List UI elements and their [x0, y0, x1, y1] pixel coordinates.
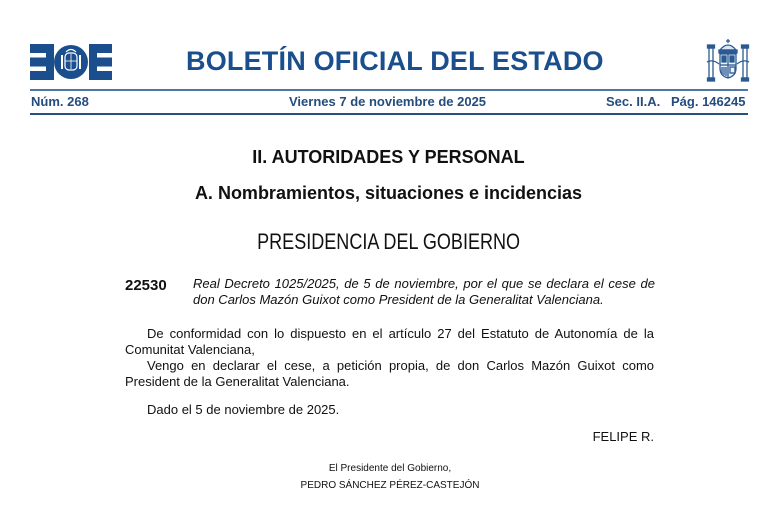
body-paragraph-1	[125, 326, 654, 358]
king-signature: FELIPE R.	[592, 429, 654, 444]
countersign-name: PEDRO SÁNCHEZ PÉREZ-CASTEJÓN	[300, 480, 480, 491]
section-code: Sec. II.A.	[606, 94, 661, 109]
entry-reference-number: 22530	[125, 277, 167, 294]
page-number: Pág. 146245	[671, 94, 746, 109]
issue-number: Núm. 268	[31, 94, 89, 109]
body-paragraph-1-text: De conformidad con lo dispuesto en el artículo 27 del Estatuto de Autonomía de la Comunitat Valenciana,	[125, 326, 654, 357]
masthead-title: BOLETÍN OFICIAL DEL ESTADO	[186, 46, 604, 76]
header-rule-top	[30, 89, 748, 91]
body-paragraph-2-text: Vengo en declarar el cese, a petición propia, de don Carlos Mazón Guixot como President de la Generalitat Valenciana.	[125, 358, 654, 389]
section-heading: II. AUTORIDADES Y PERSONAL	[252, 147, 525, 167]
boe-logo-icon	[30, 44, 112, 80]
header-rule-bottom	[30, 113, 748, 115]
body-paragraph-3	[125, 402, 654, 418]
department-heading: PRESIDENCIA DEL GOBIERNO	[257, 229, 521, 254]
entry-title: Real Decreto 1025/2025, de 5 de noviembre, por el que se declara el cese de don Carlos Mazón Guixot como President de la Generalitat Valenciana.	[193, 276, 655, 307]
section-subheading: A. Nombramientos, situaciones e incidencias	[194, 183, 583, 203]
body-paragraph-3-text: Dado el 5 de noviembre de 2025.	[147, 402, 340, 417]
countersign-role: El Presidente del Gobierno,	[328, 463, 452, 474]
coat-of-arms-icon	[706, 38, 750, 84]
issue-date: Viernes 7 de noviembre de 2025	[289, 94, 487, 109]
body-paragraph-2	[125, 358, 654, 390]
